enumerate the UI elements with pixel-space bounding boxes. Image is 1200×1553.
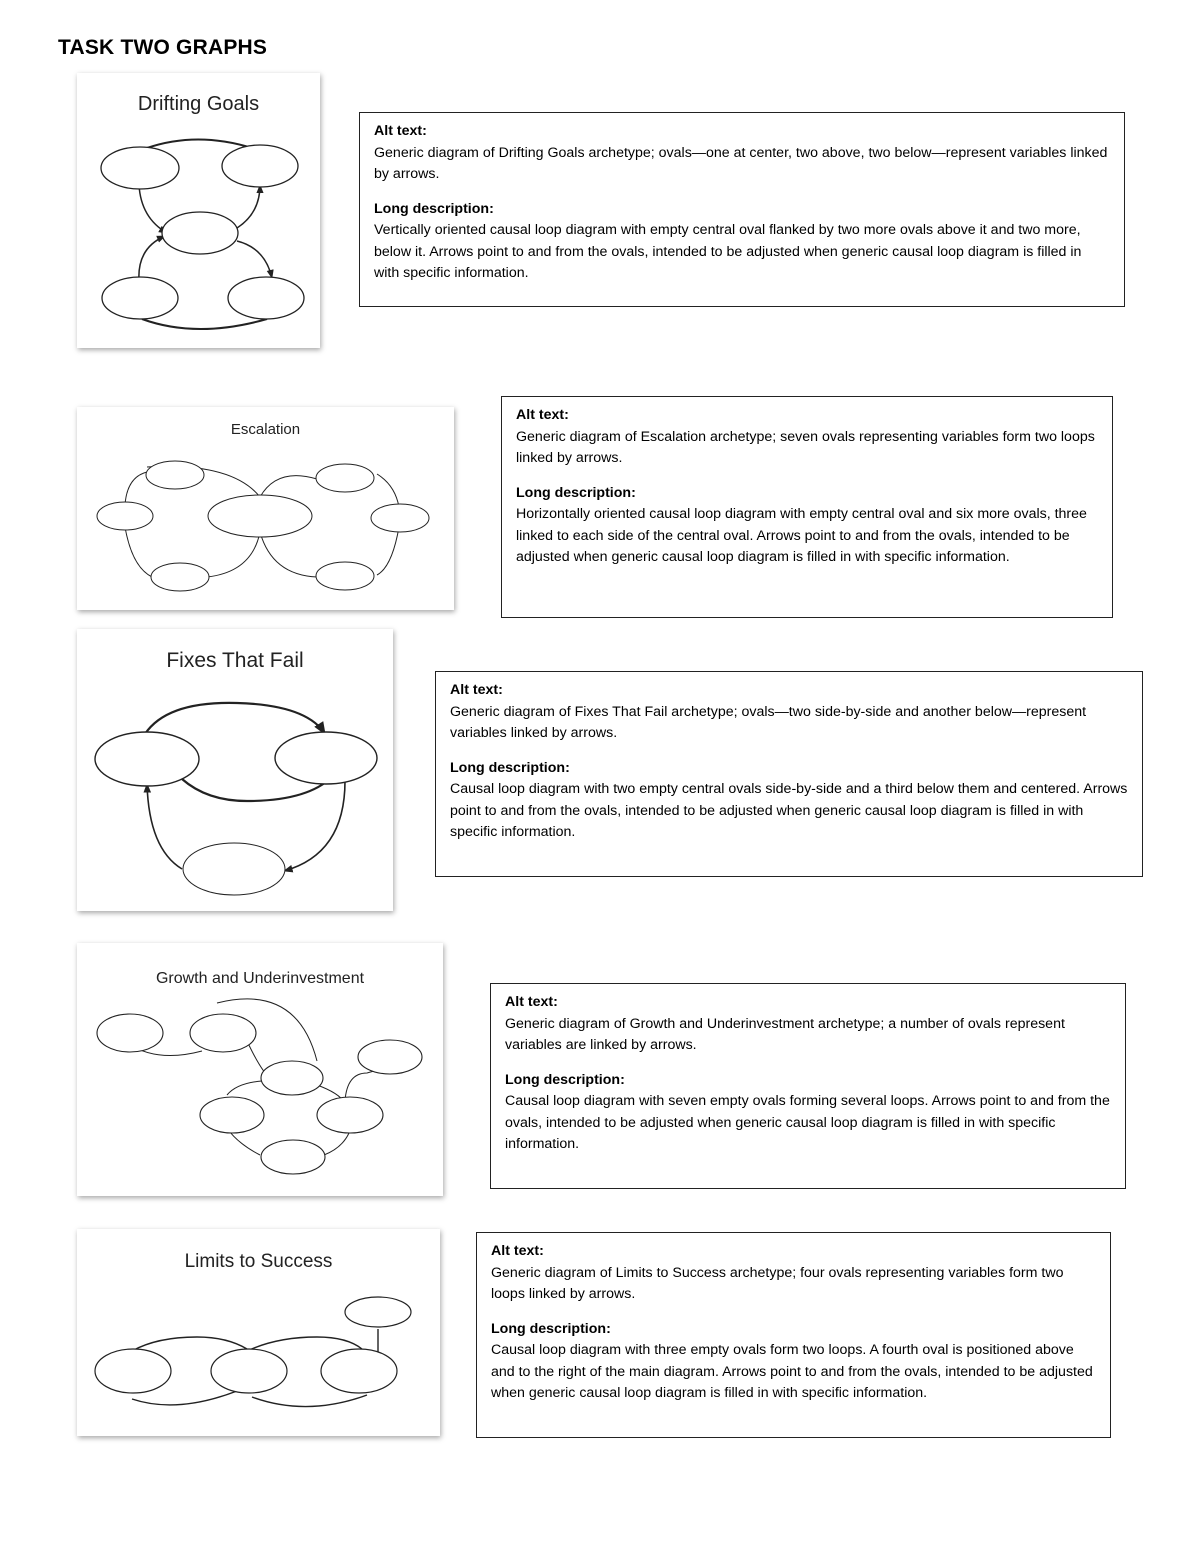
oval	[345, 1297, 411, 1327]
link-arrow	[247, 1337, 362, 1351]
long-description-label: Long description:	[374, 200, 494, 217]
link-arrow	[207, 532, 260, 577]
oval	[200, 1097, 264, 1133]
oval	[222, 145, 298, 187]
link-arrow	[260, 476, 317, 497]
oval	[97, 502, 153, 530]
growth-and-underinvestment-diagram-card	[77, 943, 443, 1196]
alt-text-label: Alt text:	[491, 1243, 544, 1259]
link-arrow	[284, 781, 345, 871]
growth-and-underinvestment-diagram	[77, 943, 443, 1196]
link-arrow	[139, 236, 165, 281]
limits-to-success-description-box	[476, 1232, 1111, 1438]
long-description-label: Long description:	[450, 759, 570, 776]
escalation-diagram-card	[77, 407, 454, 610]
link-arrow	[132, 1337, 247, 1351]
oval	[190, 1014, 256, 1052]
oval	[321, 1349, 397, 1393]
link-arrow	[227, 1081, 262, 1095]
long-description: Causal loop diagram with two empty central ovals side-by-side and a third below them and centered. Arrows point to and from the ovals, intended to be adjusted when generic causal loop diagram is filled in with specific information.	[450, 781, 1128, 840]
diagram-title: Growth and Underinvestment	[155, 970, 365, 987]
oval	[101, 147, 179, 189]
link-arrow	[252, 1395, 367, 1407]
long-description: Causal loop diagram with seven empty ovals forming several loops. Arrows point to and from the ovals, intended to be adjusted when generic causal loop diagram is filled in with specific information.	[505, 1093, 1110, 1152]
link-arrow	[377, 474, 399, 507]
alt-text: Generic diagram of Drifting Goals archetype; ovals—one at center, two above, two below—represent variables linked by arrows.	[374, 144, 1108, 182]
oval	[97, 1014, 163, 1052]
long-description-label: Long description:	[516, 484, 636, 501]
drifting-goals-description-box	[359, 112, 1125, 307]
oval	[317, 1097, 383, 1133]
long-description: Horizontally oriented causal loop diagram with empty central oval and six more ovals, three linked to each side of the central oval. Arrows point to and from the ovals, intended to be adjusted when generic causal loop diagram is filled in with specific information.	[516, 506, 1087, 565]
long-description-label: Long description:	[491, 1320, 611, 1337]
fixes-that-fail-description-box	[435, 671, 1143, 877]
oval	[316, 562, 374, 590]
alt-text: Generic diagram of Limits to Success archetype; four ovals representing variables form two loops linked by arrows.	[491, 1264, 1064, 1302]
alt-text-label: Alt text:	[450, 682, 503, 698]
alt-text: Generic diagram of Growth and Underinvestment archetype; a number of ovals represent variables are linked by arrows.	[505, 1015, 1065, 1053]
oval	[102, 277, 178, 319]
limits-to-success-diagram-card	[77, 1229, 440, 1436]
oval	[316, 464, 374, 492]
oval	[371, 504, 429, 532]
diagram-title: Escalation	[230, 421, 301, 438]
alt-text-label: Alt text:	[374, 123, 427, 139]
link-arrow	[132, 1391, 237, 1405]
link-arrow	[142, 319, 267, 329]
link-arrow	[260, 532, 317, 577]
oval	[261, 1140, 325, 1174]
growth-and-underinvestment-description-box	[490, 983, 1126, 1189]
oval	[95, 732, 199, 786]
long-description-label: Long description:	[505, 1071, 625, 1088]
long-description: Vertically oriented causal loop diagram with empty central oval flanked by two more ovals above it and two more, below it. Arrows point to and from the ovals, intended to be adjusted when generic causal loop diagram is filled in with specific information.	[374, 222, 1082, 281]
alt-text: Generic diagram of Fixes That Fail archetype; ovals—two side-by-side and another below—represent variables linked by arrows.	[450, 703, 1087, 741]
oval	[95, 1349, 171, 1393]
diagram-title: Fixes That Fail	[166, 649, 304, 672]
fixes-that-fail-diagram	[77, 629, 393, 911]
oval	[261, 1061, 323, 1095]
oval	[358, 1040, 422, 1074]
link-arrow	[237, 185, 260, 228]
oval	[151, 563, 209, 591]
escalation-description-box	[501, 396, 1113, 618]
link-arrow	[377, 527, 399, 575]
oval	[208, 495, 312, 537]
diagram-title: Limits to Success	[184, 1251, 333, 1272]
escalation-diagram	[77, 407, 454, 610]
oval	[146, 461, 204, 489]
oval	[162, 212, 238, 254]
oval	[275, 732, 377, 784]
fixes-that-fail-diagram-card	[77, 629, 393, 911]
link-arrow	[147, 784, 182, 869]
link-arrow	[139, 185, 167, 233]
page-title: TASK TWO GRAPHS	[58, 36, 268, 59]
oval	[228, 277, 304, 319]
link-arrow	[237, 241, 272, 278]
link-arrow	[125, 472, 147, 505]
oval	[211, 1349, 287, 1393]
long-description: Causal loop diagram with three empty ovals form two loops. A fourth oval is positioned above and to the right of the main diagram. Arrows point to and from the ovals, intended to be adjusted when generic causal loop diagram is filled in with specific information.	[491, 1342, 1093, 1401]
diagram-title: Drifting Goals	[137, 93, 260, 115]
alt-text-label: Alt text:	[516, 407, 569, 423]
link-arrow	[145, 703, 325, 734]
alt-text: Generic diagram of Escalation archetype; seven ovals representing variables form two loops linked by arrows.	[516, 428, 1095, 466]
link-arrow	[147, 140, 252, 149]
drifting-goals-diagram-card	[77, 73, 320, 348]
limits-to-success-diagram	[77, 1229, 440, 1436]
link-arrow	[125, 527, 152, 577]
link-arrow	[324, 1133, 349, 1155]
drifting-goals-diagram	[77, 73, 320, 348]
oval	[183, 843, 285, 895]
alt-text-label: Alt text:	[505, 994, 558, 1010]
